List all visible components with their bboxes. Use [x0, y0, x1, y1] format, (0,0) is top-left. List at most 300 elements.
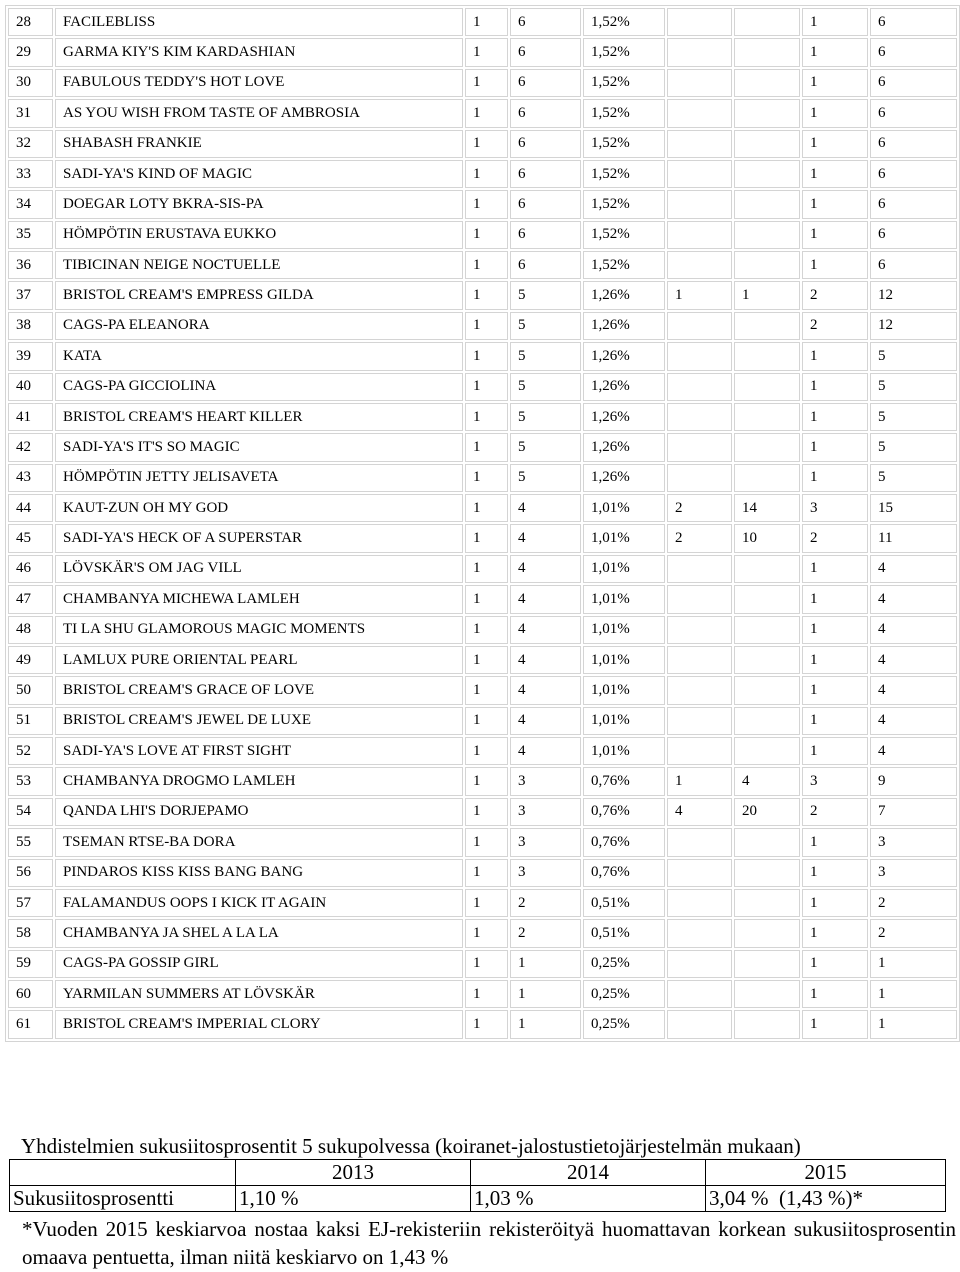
percent-cell: 0,25% [583, 950, 665, 978]
count-d-cell [734, 676, 800, 704]
summary-value-2014: 1,03 % [471, 1186, 706, 1212]
count-f-cell: 3 [870, 859, 957, 887]
count-d-cell: 20 [734, 798, 800, 826]
table-row [8, 464, 957, 492]
count-a-cell: 1 [465, 464, 508, 492]
table-row [8, 433, 957, 461]
count-c-cell [667, 38, 732, 66]
row-number-cell: 30 [8, 69, 53, 97]
count-e-cell: 1 [802, 919, 868, 947]
percent-cell: 1,52% [583, 130, 665, 158]
dog-name-cell: SADI-YA'S KIND OF MAGIC [55, 160, 463, 188]
percent-cell: 1,01% [583, 737, 665, 765]
count-e-cell: 2 [802, 312, 868, 340]
count-b-cell: 6 [510, 130, 581, 158]
count-a-cell: 1 [465, 980, 508, 1008]
count-c-cell [667, 950, 732, 978]
count-f-cell: 6 [870, 251, 957, 279]
count-f-cell: 6 [870, 69, 957, 97]
table-row [8, 8, 957, 36]
percent-cell: 1,52% [583, 251, 665, 279]
count-a-cell: 1 [465, 342, 508, 370]
percent-cell: 1,26% [583, 464, 665, 492]
percent-cell: 0,76% [583, 798, 665, 826]
count-c-cell [667, 69, 732, 97]
count-d-cell [734, 585, 800, 613]
count-f-cell: 4 [870, 646, 957, 674]
count-e-cell: 2 [802, 281, 868, 309]
row-number-cell: 61 [8, 1010, 53, 1038]
count-b-cell: 4 [510, 646, 581, 674]
count-e-cell: 1 [802, 130, 868, 158]
table-row [8, 616, 957, 644]
count-d-cell [734, 69, 800, 97]
dog-name-cell: CAGS-PA GICCIOLINA [55, 373, 463, 401]
percent-cell: 0,51% [583, 889, 665, 917]
count-b-cell: 5 [510, 373, 581, 401]
percent-cell: 1,01% [583, 494, 665, 522]
count-e-cell: 1 [802, 8, 868, 36]
table-row [8, 312, 957, 340]
count-f-cell: 6 [870, 38, 957, 66]
count-c-cell [667, 342, 732, 370]
count-d-cell [734, 99, 800, 127]
row-number-cell: 33 [8, 160, 53, 188]
summary-table [9, 1159, 946, 1212]
count-e-cell: 1 [802, 555, 868, 583]
count-d-cell [734, 160, 800, 188]
count-c-cell [667, 889, 732, 917]
count-d-cell [734, 8, 800, 36]
count-e-cell: 1 [802, 221, 868, 249]
count-e-cell: 1 [802, 950, 868, 978]
count-f-cell: 15 [870, 494, 957, 522]
count-b-cell: 6 [510, 190, 581, 218]
count-f-cell: 2 [870, 919, 957, 947]
row-number-cell: 29 [8, 38, 53, 66]
count-b-cell: 3 [510, 859, 581, 887]
count-b-cell: 1 [510, 950, 581, 978]
count-d-cell [734, 919, 800, 947]
count-f-cell: 4 [870, 585, 957, 613]
count-c-cell [667, 403, 732, 431]
dog-name-cell: TIBICINAN NEIGE NOCTUELLE [55, 251, 463, 279]
percent-cell: 0,76% [583, 859, 665, 887]
percent-cell: 0,51% [583, 919, 665, 947]
row-number-cell: 57 [8, 889, 53, 917]
table-row [8, 403, 957, 431]
count-b-cell: 5 [510, 312, 581, 340]
count-f-cell: 3 [870, 828, 957, 856]
percent-cell: 1,26% [583, 281, 665, 309]
count-a-cell: 1 [465, 373, 508, 401]
count-e-cell: 1 [802, 1010, 868, 1038]
percent-cell: 0,76% [583, 767, 665, 795]
count-d-cell [734, 555, 800, 583]
count-b-cell: 4 [510, 585, 581, 613]
count-e-cell: 1 [802, 99, 868, 127]
row-number-cell: 40 [8, 373, 53, 401]
count-f-cell: 6 [870, 8, 957, 36]
row-number-cell: 34 [8, 190, 53, 218]
table-row [8, 737, 957, 765]
row-number-cell: 49 [8, 646, 53, 674]
dog-name-cell: FABULOUS TEDDY'S HOT LOVE [55, 69, 463, 97]
count-d-cell [734, 737, 800, 765]
percent-cell: 0,76% [583, 828, 665, 856]
count-d-cell: 4 [734, 767, 800, 795]
table-row [8, 69, 957, 97]
count-f-cell: 11 [870, 524, 957, 552]
count-b-cell: 5 [510, 281, 581, 309]
count-a-cell: 1 [465, 707, 508, 735]
count-a-cell: 1 [465, 555, 508, 583]
count-b-cell: 4 [510, 676, 581, 704]
count-f-cell: 12 [870, 281, 957, 309]
count-b-cell: 6 [510, 160, 581, 188]
count-c-cell [667, 980, 732, 1008]
dog-name-cell: HÖMPÖTIN ERUSTAVA EUKKO [55, 221, 463, 249]
table-row [8, 980, 957, 1008]
dog-name-cell: KAUT-ZUN OH MY GOD [55, 494, 463, 522]
count-f-cell: 1 [870, 1010, 957, 1038]
count-c-cell [667, 859, 732, 887]
count-f-cell: 5 [870, 464, 957, 492]
count-b-cell: 3 [510, 828, 581, 856]
count-d-cell [734, 828, 800, 856]
count-e-cell: 1 [802, 433, 868, 461]
count-e-cell: 3 [802, 767, 868, 795]
count-c-cell: 1 [667, 281, 732, 309]
count-b-cell: 5 [510, 433, 581, 461]
dog-name-cell: SADI-YA'S HECK OF A SUPERSTAR [55, 524, 463, 552]
count-f-cell: 2 [870, 889, 957, 917]
dog-name-cell: SADI-YA'S LOVE AT FIRST SIGHT [55, 737, 463, 765]
count-e-cell: 1 [802, 646, 868, 674]
count-b-cell: 4 [510, 524, 581, 552]
count-f-cell: 6 [870, 190, 957, 218]
count-c-cell [667, 616, 732, 644]
summary-title: Yhdistelmien sukusiitosprosentit 5 sukupolvessa (koiranet-jalostustietojärjestelmän mukaan) [21, 1134, 801, 1158]
count-f-cell: 4 [870, 555, 957, 583]
count-a-cell: 1 [465, 524, 508, 552]
count-b-cell: 2 [510, 889, 581, 917]
count-d-cell [734, 130, 800, 158]
count-f-cell: 7 [870, 798, 957, 826]
percent-cell: 1,52% [583, 99, 665, 127]
count-e-cell: 1 [802, 676, 868, 704]
count-d-cell [734, 616, 800, 644]
count-f-cell: 1 [870, 950, 957, 978]
count-f-cell: 6 [870, 160, 957, 188]
percent-cell: 1,01% [583, 707, 665, 735]
row-number-cell: 54 [8, 798, 53, 826]
count-a-cell: 1 [465, 616, 508, 644]
count-c-cell: 2 [667, 494, 732, 522]
percent-cell: 1,52% [583, 160, 665, 188]
count-c-cell [667, 585, 732, 613]
count-b-cell: 3 [510, 798, 581, 826]
summary-footnote: *Vuoden 2015 keskiarvoa nostaa kaksi EJ-rekisteriin rekisteröityä huomattavan korkean sukusiitosprosentin omaava pentuetta, ilman niitä keskiarvo on 1,43 % [22, 1217, 956, 1269]
row-number-cell: 60 [8, 980, 53, 1008]
row-number-cell: 41 [8, 403, 53, 431]
count-a-cell: 1 [465, 38, 508, 66]
dog-name-cell: BRISTOL CREAM'S JEWEL DE LUXE [55, 707, 463, 735]
table-row [8, 524, 957, 552]
inbreeding-table [5, 5, 960, 1042]
count-d-cell [734, 980, 800, 1008]
table-row [8, 767, 957, 795]
dog-name-cell: BRISTOL CREAM'S HEART KILLER [55, 403, 463, 431]
count-a-cell: 1 [465, 950, 508, 978]
row-number-cell: 52 [8, 737, 53, 765]
row-number-cell: 50 [8, 676, 53, 704]
row-number-cell: 56 [8, 859, 53, 887]
percent-cell: 1,26% [583, 342, 665, 370]
summary-year-2014: 2014 [471, 1160, 706, 1186]
count-b-cell: 3 [510, 767, 581, 795]
percent-cell: 1,01% [583, 555, 665, 583]
percent-cell: 1,52% [583, 8, 665, 36]
percent-cell: 1,01% [583, 676, 665, 704]
count-a-cell: 1 [465, 69, 508, 97]
count-a-cell: 1 [465, 8, 508, 36]
summary-year-2013: 2013 [236, 1160, 471, 1186]
dog-name-cell: AS YOU WISH FROM TASTE OF AMBROSIA [55, 99, 463, 127]
percent-cell: 1,26% [583, 433, 665, 461]
count-b-cell: 2 [510, 919, 581, 947]
count-f-cell: 6 [870, 99, 957, 127]
row-number-cell: 32 [8, 130, 53, 158]
percent-cell: 1,26% [583, 312, 665, 340]
count-a-cell: 1 [465, 312, 508, 340]
count-d-cell [734, 950, 800, 978]
count-d-cell [734, 433, 800, 461]
count-a-cell: 1 [465, 221, 508, 249]
dog-name-cell: YARMILAN SUMMERS AT LÖVSKÄR [55, 980, 463, 1008]
dog-name-cell: FALAMANDUS OOPS I KICK IT AGAIN [55, 889, 463, 917]
percent-cell: 1,01% [583, 524, 665, 552]
percent-cell: 1,52% [583, 38, 665, 66]
count-f-cell: 6 [870, 221, 957, 249]
row-number-cell: 42 [8, 433, 53, 461]
count-a-cell: 1 [465, 160, 508, 188]
count-d-cell [734, 707, 800, 735]
count-d-cell [734, 312, 800, 340]
dog-name-cell: GARMA KIY'S KIM KARDASHIAN [55, 38, 463, 66]
table-row [8, 160, 957, 188]
dog-name-cell: SADI-YA'S IT'S SO MAGIC [55, 433, 463, 461]
row-number-cell: 31 [8, 99, 53, 127]
count-e-cell: 1 [802, 616, 868, 644]
row-number-cell: 55 [8, 828, 53, 856]
count-b-cell: 4 [510, 737, 581, 765]
count-e-cell: 2 [802, 798, 868, 826]
count-a-cell: 1 [465, 919, 508, 947]
count-a-cell: 1 [465, 859, 508, 887]
count-c-cell [667, 707, 732, 735]
summary-header-row [10, 1160, 946, 1186]
count-e-cell: 1 [802, 160, 868, 188]
dog-name-cell: LAMLUX PURE ORIENTAL PEARL [55, 646, 463, 674]
row-number-cell: 39 [8, 342, 53, 370]
count-b-cell: 5 [510, 464, 581, 492]
row-number-cell: 51 [8, 707, 53, 735]
count-c-cell: 4 [667, 798, 732, 826]
count-a-cell: 1 [465, 494, 508, 522]
table-row [8, 130, 957, 158]
dog-name-cell: CHAMBANYA DROGMO LAMLEH [55, 767, 463, 795]
row-number-cell: 46 [8, 555, 53, 583]
percent-cell: 0,25% [583, 1010, 665, 1038]
count-f-cell: 5 [870, 373, 957, 401]
count-d-cell [734, 221, 800, 249]
summary-value-2013: 1,10 % [236, 1186, 471, 1212]
count-f-cell: 12 [870, 312, 957, 340]
count-c-cell [667, 555, 732, 583]
count-d-cell: 1 [734, 281, 800, 309]
dog-name-cell: TSEMAN RTSE-BA DORA [55, 828, 463, 856]
count-c-cell [667, 464, 732, 492]
count-b-cell: 6 [510, 251, 581, 279]
row-number-cell: 48 [8, 616, 53, 644]
count-c-cell [667, 828, 732, 856]
count-a-cell: 1 [465, 99, 508, 127]
row-number-cell: 35 [8, 221, 53, 249]
dog-name-cell: BRISTOL CREAM'S EMPRESS GILDA [55, 281, 463, 309]
count-c-cell [667, 160, 732, 188]
table-row [8, 281, 957, 309]
summary-row-label: Sukusiitosprosentti [10, 1186, 236, 1212]
dog-name-cell: DOEGAR LOTY BKRA-SIS-PA [55, 190, 463, 218]
count-e-cell: 1 [802, 342, 868, 370]
count-c-cell [667, 676, 732, 704]
count-f-cell: 4 [870, 707, 957, 735]
count-f-cell: 6 [870, 130, 957, 158]
count-e-cell: 1 [802, 889, 868, 917]
count-a-cell: 1 [465, 403, 508, 431]
table-row [8, 828, 957, 856]
table-row [8, 889, 957, 917]
count-c-cell [667, 312, 732, 340]
count-b-cell: 5 [510, 342, 581, 370]
row-number-cell: 36 [8, 251, 53, 279]
row-number-cell: 53 [8, 767, 53, 795]
table-row [8, 585, 957, 613]
dog-name-cell: FACILEBLISS [55, 8, 463, 36]
dog-name-cell: HÖMPÖTIN JETTY JELISAVETA [55, 464, 463, 492]
percent-cell: 0,25% [583, 980, 665, 1008]
table-row [8, 919, 957, 947]
row-number-cell: 47 [8, 585, 53, 613]
table-row [8, 38, 957, 66]
count-c-cell: 2 [667, 524, 732, 552]
percent-cell: 1,52% [583, 69, 665, 97]
count-e-cell: 1 [802, 980, 868, 1008]
count-c-cell [667, 737, 732, 765]
count-b-cell: 1 [510, 980, 581, 1008]
dog-name-cell: CHAMBANYA MICHEWA LAMLEH [55, 585, 463, 613]
table-row [8, 859, 957, 887]
count-d-cell [734, 38, 800, 66]
count-a-cell: 1 [465, 889, 508, 917]
count-e-cell: 1 [802, 828, 868, 856]
count-c-cell [667, 221, 732, 249]
summary-corner-cell [10, 1160, 236, 1186]
row-number-cell: 44 [8, 494, 53, 522]
count-a-cell: 1 [465, 767, 508, 795]
count-a-cell: 1 [465, 281, 508, 309]
dog-name-cell: QANDA LHI'S DORJEPAMO [55, 798, 463, 826]
table-row [8, 798, 957, 826]
count-d-cell: 14 [734, 494, 800, 522]
count-c-cell [667, 130, 732, 158]
count-f-cell: 4 [870, 676, 957, 704]
count-d-cell [734, 373, 800, 401]
count-b-cell: 4 [510, 494, 581, 522]
count-c-cell [667, 433, 732, 461]
count-b-cell: 6 [510, 221, 581, 249]
row-number-cell: 58 [8, 919, 53, 947]
row-number-cell: 45 [8, 524, 53, 552]
count-a-cell: 1 [465, 251, 508, 279]
table-row [8, 373, 957, 401]
count-e-cell: 1 [802, 403, 868, 431]
count-e-cell: 1 [802, 251, 868, 279]
count-e-cell: 1 [802, 69, 868, 97]
count-a-cell: 1 [465, 737, 508, 765]
count-a-cell: 1 [465, 828, 508, 856]
count-e-cell: 1 [802, 464, 868, 492]
count-d-cell [734, 646, 800, 674]
percent-cell: 1,26% [583, 403, 665, 431]
summary-year-2015: 2015 [706, 1160, 946, 1186]
dog-name-cell: BRISTOL CREAM'S GRACE OF LOVE [55, 676, 463, 704]
count-e-cell: 2 [802, 524, 868, 552]
count-c-cell [667, 373, 732, 401]
count-c-cell [667, 99, 732, 127]
table-row [8, 707, 957, 735]
count-c-cell: 1 [667, 767, 732, 795]
table-row [8, 950, 957, 978]
table-row [8, 494, 957, 522]
table-row [8, 555, 957, 583]
count-b-cell: 6 [510, 69, 581, 97]
count-a-cell: 1 [465, 585, 508, 613]
count-b-cell: 4 [510, 616, 581, 644]
count-a-cell: 1 [465, 433, 508, 461]
count-a-cell: 1 [465, 646, 508, 674]
summary-value-2015: 3,04 % (1,43 %)* [706, 1186, 946, 1212]
count-a-cell: 1 [465, 798, 508, 826]
dog-name-cell: KATA [55, 342, 463, 370]
table-row [8, 342, 957, 370]
count-b-cell: 1 [510, 1010, 581, 1038]
count-d-cell [734, 403, 800, 431]
count-a-cell: 1 [465, 130, 508, 158]
row-number-cell: 37 [8, 281, 53, 309]
row-number-cell: 43 [8, 464, 53, 492]
table-row [8, 221, 957, 249]
count-d-cell [734, 889, 800, 917]
count-e-cell: 1 [802, 585, 868, 613]
count-f-cell: 5 [870, 403, 957, 431]
table-row [8, 646, 957, 674]
count-b-cell: 6 [510, 38, 581, 66]
count-d-cell [734, 1010, 800, 1038]
count-a-cell: 1 [465, 676, 508, 704]
count-c-cell [667, 251, 732, 279]
